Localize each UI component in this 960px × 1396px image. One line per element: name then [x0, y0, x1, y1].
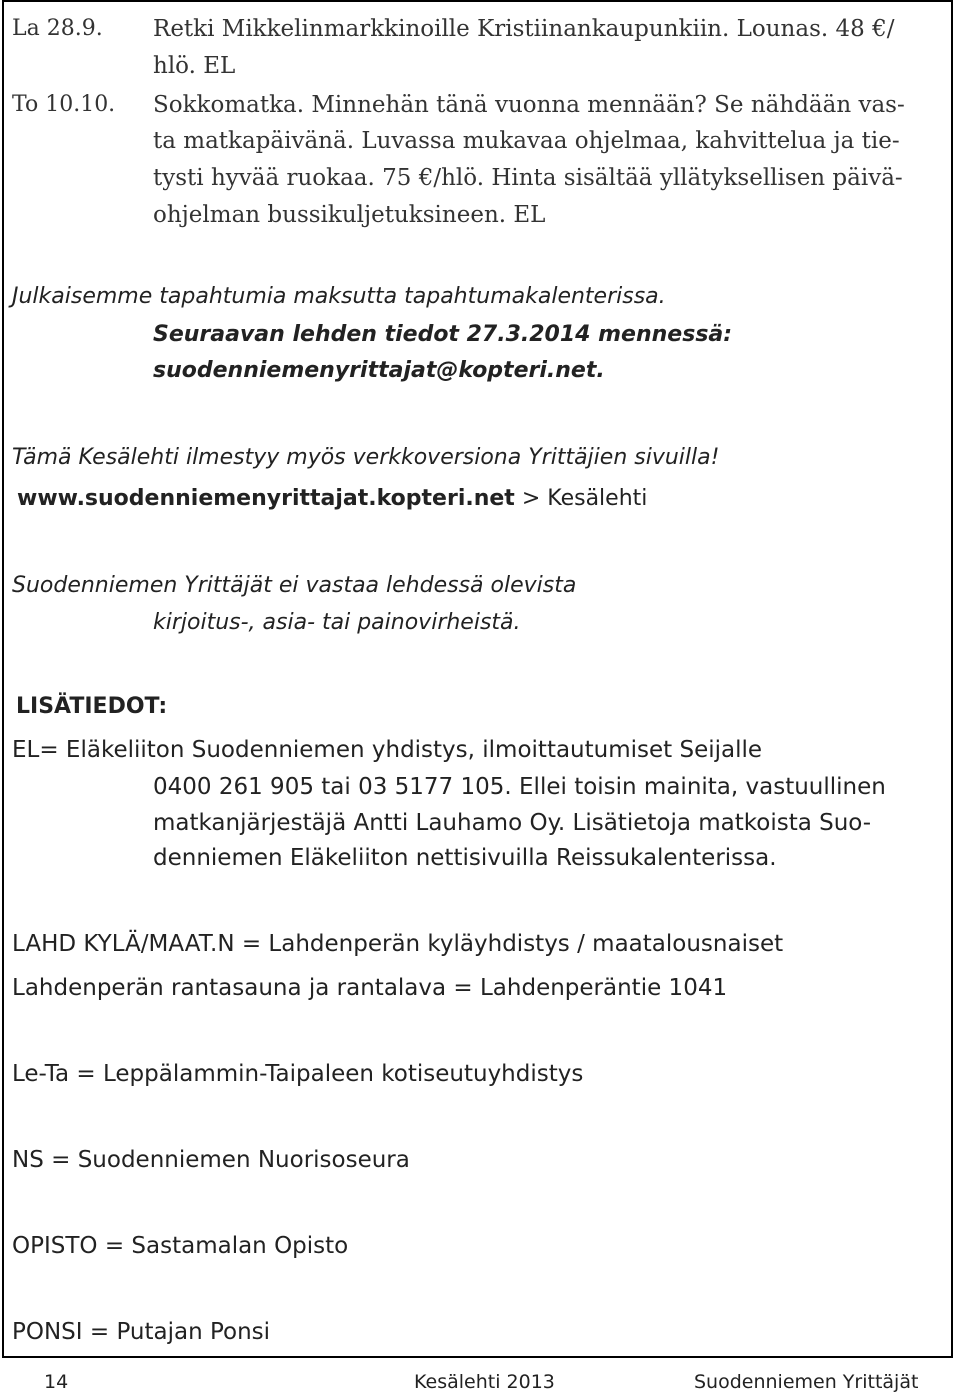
- publisher-name: Suodenniemen Yrittäjät: [694, 1371, 919, 1393]
- event-description-line: Retki Mikkelinmarkkinoille Kristiinankaupunkiin. Lounas. 48 €/: [153, 16, 895, 42]
- abbreviation-item: Lahdenperän rantasauna ja rantalava = Lahdenperäntie 1041: [12, 975, 728, 1001]
- info-heading: LISÄTIEDOT:: [16, 694, 168, 719]
- event-description-line: tysti hyvää ruokaa. 75 €/hlö. Hinta sisältää yllätyksellisen päivä-: [153, 165, 903, 191]
- info-line: 0400 261 905 tai 03 5177 105. Ellei toisin mainita, vastuullinen: [153, 774, 886, 800]
- abbreviation-item: OPISTO = Sastamalan Opisto: [12, 1233, 349, 1259]
- info-line: denniemen Eläkeliiton nettisivuilla Reissukalenterissa.: [153, 845, 777, 871]
- contact-email[interactable]: suodenniemenyrittajat@kopteri.net.: [153, 358, 605, 383]
- calendar-notice-text: Julkaisemme tapahtumia maksutta tapahtumakalenterissa.: [12, 284, 666, 309]
- website-url-link[interactable]: www.suodenniemenyrittajat.kopteri.net: [17, 486, 515, 511]
- abbreviation-item: NS = Suodenniemen Nuorisoseura: [12, 1147, 410, 1173]
- abbreviation-item: PONSI = Putajan Ponsi: [12, 1319, 271, 1345]
- publication-name: Kesälehti 2013: [414, 1371, 555, 1393]
- event-description-line: ohjelman bussikuljetuksineen. EL: [153, 202, 546, 228]
- abbreviation-item: LAHD KYLÄ/MAAT.N = Lahdenperän kyläyhdistys / maatalousnaiset: [12, 931, 784, 957]
- disclaimer-text: kirjoitus-, asia- tai painovirheistä.: [153, 610, 521, 635]
- abbreviation-item: Le-Ta = Leppälammin-Taipaleen kotiseutuyhdistys: [12, 1061, 584, 1087]
- event-description-line: ta matkapäivänä. Luvassa mukavaa ohjelmaa, kahvittelua ja tie-: [153, 128, 900, 154]
- online-notice-text: Tämä Kesälehti ilmestyy myös verkkoversiona Yrittäjien sivuilla!: [12, 445, 720, 470]
- event-date: La 28.9.: [12, 16, 103, 41]
- disclaimer-text: Suodenniemen Yrittäjät ei vastaa lehdessä olevista: [12, 573, 577, 598]
- info-line: EL= Eläkeliiton Suodenniemen yhdistys, ilmoittautumiset Seijalle: [12, 737, 763, 763]
- info-line: matkanjärjestäjä Antti Lauhamo Oy. Lisätietoja matkoista Suo-: [153, 810, 872, 836]
- deadline-notice: Seuraavan lehden tiedot 27.3.2014 mennessä:: [153, 322, 733, 347]
- event-description-line: Sokkomatka. Minnehän tänä vuonna mennään? Se nähdään vas-: [153, 92, 905, 118]
- event-date: To 10.10.: [12, 92, 116, 117]
- page-number: 14: [44, 1371, 69, 1393]
- event-description-line: hlö. EL: [153, 53, 236, 79]
- online-notice-link-line: [17, 486, 647, 511]
- website-section-label: > Kesälehti: [514, 486, 648, 511]
